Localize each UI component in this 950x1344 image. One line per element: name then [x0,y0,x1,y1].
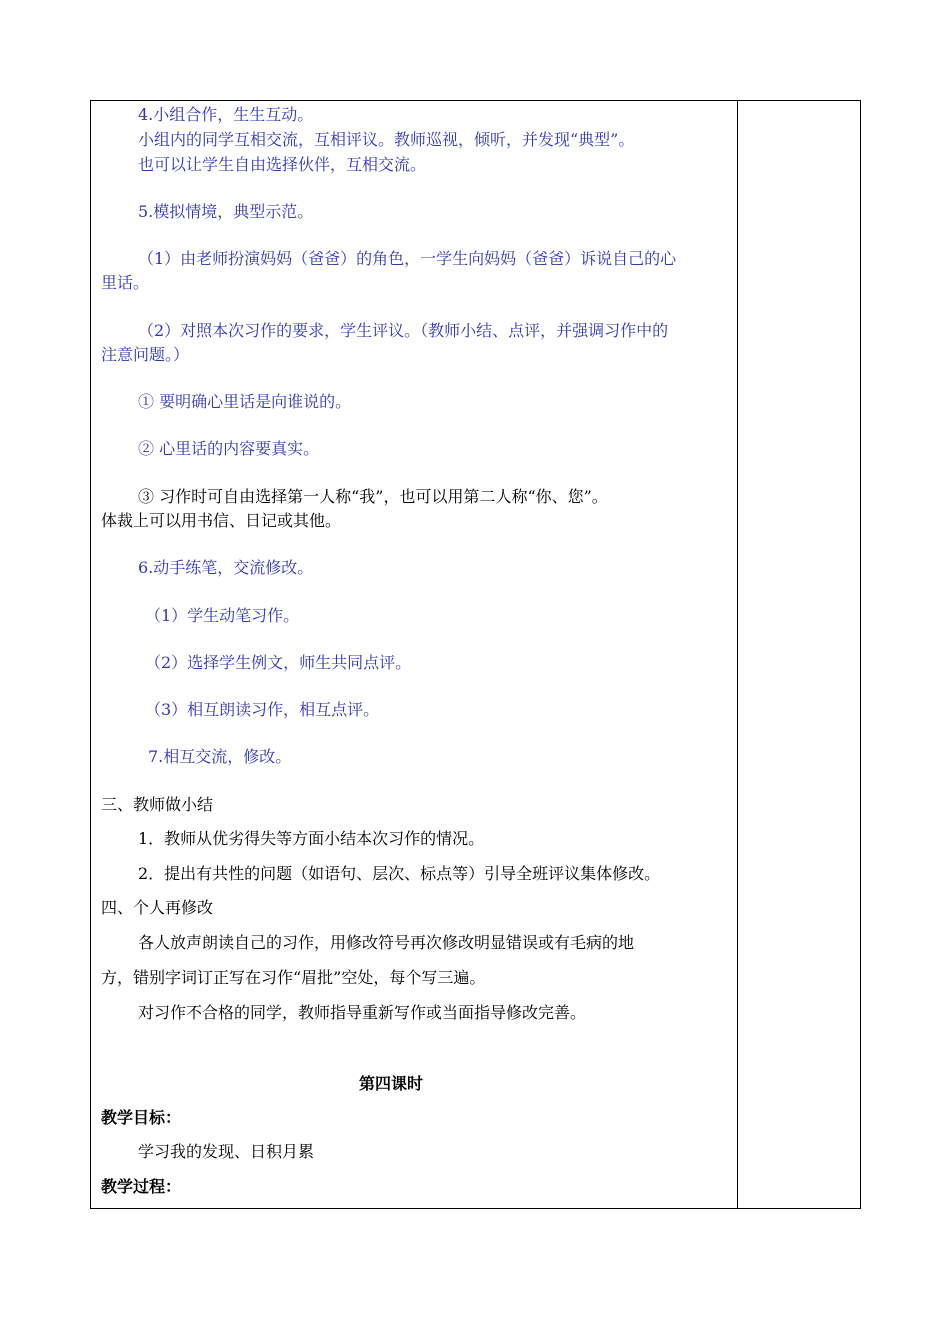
step-4-line-2: 也可以让学生自由选择伙伴，互相交流。 [138,155,427,174]
main-content-cell [91,101,737,1208]
section-3-item-2: 2．提出有共性的问题（如语句、层次、标点等）引导全班评议集体修改。 [138,864,661,883]
step-5-point-2: ② 心里话的内容要真实。 [138,439,320,458]
step-4-heading: 4.小组合作，生生互动。 [138,105,314,124]
step-4-line-1: 小组内的同学互相交流，互相评议。教师巡视，倾听，并发现“典型”。 [138,130,635,149]
teaching-goals-text: 学习我的发现、日积月累 [138,1142,315,1161]
teaching-process-label: 教学过程： [101,1177,182,1196]
step-5-point-3-line-2: 体裁上可以用书信、日记或其他。 [101,511,342,530]
teaching-goals-label: 教学目标： [101,1108,182,1127]
section-3-heading: 三、教师做小结 [101,795,214,814]
step-5-item-1-line-1: （1）由老师扮演妈妈（爸爸）的角色，一学生向妈妈（爸爸）诉说自己的心 [138,249,677,268]
step-6-item-1: （1）学生动笔习作。 [145,606,300,625]
step-5-item-2-line-2: 注意问题。） [101,345,190,364]
notes-cell [738,101,860,1208]
section-4-para-1-line-1: 各人放声朗读自己的习作，用修改符号再次修改明显错误或有毛病的地 [138,933,635,952]
lesson-plan-table [90,100,861,1209]
step-7-heading: 7.相互交流，修改。 [148,747,292,766]
step-5-item-1-line-2: 里话。 [101,273,150,292]
step-5-point-1: ① 要明确心里话是向谁说的。 [138,392,352,411]
step-6-item-3: （3）相互朗读习作，相互点评。 [145,700,380,719]
lesson-4-title: 第四课时 [359,1074,424,1093]
step-6-heading: 6.动手练笔，交流修改。 [138,558,314,577]
section-3-item-1: 1．教师从优劣得失等方面小结本次习作的情况。 [138,829,485,848]
section-4-heading: 四、个人再修改 [101,898,214,917]
section-4-para-1-line-2: 方，错别字词订正写在习作“眉批”空处，每个写三遍。 [101,968,486,987]
section-4-para-2: 对习作不合格的同学，教师指导重新写作或当面指导修改完善。 [138,1003,587,1022]
step-6-item-2: （2）选择学生例文，师生共同点评。 [145,653,412,672]
step-5-point-3-line-1: ③ 习作时可自由选择第一人称“我”，也可以用第二人称“你、您”。 [138,487,608,506]
step-5-heading: 5.模拟情境，典型示范。 [138,202,314,221]
step-5-item-2-line-1: （2）对照本次习作的要求，学生评议。（教师小结、点评，并强调习作中的 [138,321,669,340]
